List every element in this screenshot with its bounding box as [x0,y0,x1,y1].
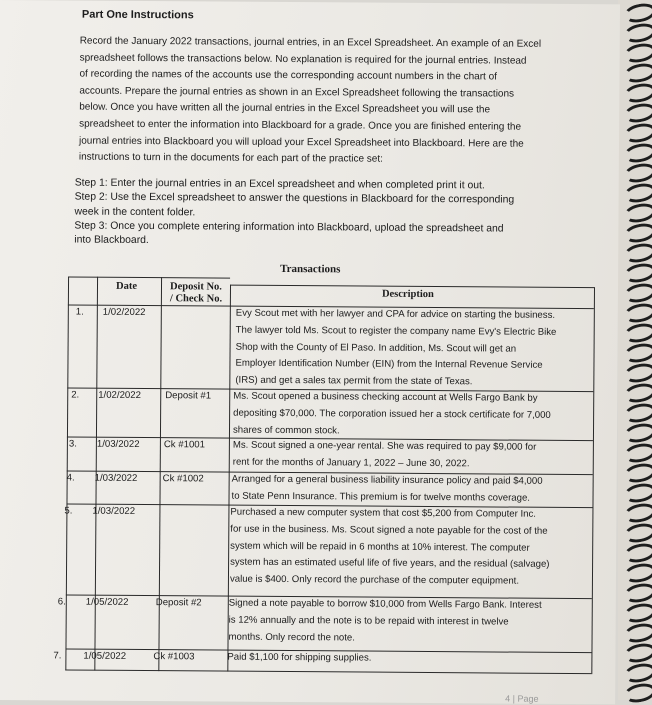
header-check: / Check No. [169,293,223,305]
binding-coil [622,661,652,685]
description-line: Paid $1,100 for shipping supplies. [227,651,372,664]
table-border [68,276,230,278]
steps-list [74,177,564,252]
page-footer: 4 | Page [505,693,539,704]
paragraph-line: instructions to turn in the documents for each part of the practice set: [78,151,383,165]
description-line: system which will be repaid in 6 months at 10% interest. The computer [230,540,530,554]
description-line: depositing $70,000. The corporation issued her a stock certificate for 7,000 [233,407,551,421]
step-line: into Blackboard. [74,234,149,247]
binding-coil [622,61,652,85]
row-reference: Deposit #1 [165,390,212,402]
paragraph-line: spreadsheet follows the transactions below. No explanation is required for the journal entries. Instead [79,52,527,67]
paragraph-line: spreadsheet to enter the information into Blackboard for a grade. Once you are finished entering the [79,118,522,133]
row-number: 5. [64,505,73,517]
binding-coil [622,681,652,705]
row-date: 1/03/2022 [94,472,138,484]
step-line: Step 2: Use the Excel spreadsheet to answer the questions in Blackboard for the corresponding [74,191,515,206]
row-description [228,596,541,649]
binding-coil [622,341,652,365]
binding-coil [622,601,652,625]
row-date: 1/02/2022 [98,389,141,401]
table-border [230,285,594,289]
row-number: 3. [68,438,77,450]
binding-coil [622,461,652,485]
description-line: is 12% annually and the note is to be repaid with interest in twelve [228,614,509,628]
paragraph-line: of recording the names of the accounts use the corresponding account numbers in the chart of [79,68,497,83]
binding-coil [622,41,652,65]
page-title: Part One Instructions [81,8,194,22]
description-line: shares of common stock. [232,424,340,436]
binding-coil [622,21,652,45]
row-date: 1/05/2022 [83,650,127,662]
binding-coil [622,261,652,285]
description-line: Employer Identification Number (EIN) from the Internal Revenue Service [235,358,543,372]
row-date: 1/02/2022 [102,306,146,319]
row-description [230,505,550,591]
spiral-binding [618,0,652,700]
binding-coil [622,241,652,265]
step-line: Step 1: Enter the journal entries in an Excel spreadsheet and when completed print it out. [74,177,485,192]
paragraph-line: below. Once you have written all the journal entries in the Excel Spreadsheet you will use the [79,101,491,116]
transactions-title: Transactions [280,262,341,276]
paragraph-line: accounts. Prepare the journal entries as shown in an Excel Spreadsheet following the transactions [79,85,515,100]
description-line: (IRS) and get a sales tax permit from the state of Texas. [235,374,473,388]
binding-coil [622,281,652,305]
header-description: Description [381,288,434,301]
table-border [591,287,595,674]
binding-coil [622,301,652,325]
description-line: value is $400. Only record the purchase of the computer equipment. [229,573,520,587]
description-line: to State Penn Insurance. This premium is for twelve months coverage. [231,490,531,504]
binding-coil [622,481,652,505]
binding-coil [622,521,652,545]
description-line: Signed a note payable to borrow $10,000 from Wells Fargo Bank. Interest [228,597,542,611]
binding-coil [622,381,652,405]
row-description [231,472,542,508]
row-number: 7. [53,650,62,662]
step-line: Step 3: Once you complete entering information into Blackboard, upload the spreadsheet and [74,220,504,235]
row-date: 1/05/2022 [85,596,129,608]
row-reference: Ck #1003 [153,651,195,663]
binding-coil [622,501,652,525]
binding-coil [622,101,652,125]
description-line: The lawyer told Ms. Scout to register the company name Evy's Electric Bike [235,324,557,338]
binding-coil [622,581,652,605]
binding-coil [622,541,652,565]
row-number: 6. [57,596,66,608]
header-date: Date [115,280,138,292]
binding-coil [622,161,652,185]
table-border [158,277,162,671]
binding-coil [622,441,652,465]
binding-coil [622,321,652,345]
row-description [235,306,556,392]
description-line: Shop with the County of El Paso. In addition, Ms. Scout will get an [235,341,517,355]
binding-coil [622,141,652,165]
binding-coil [622,81,652,105]
binding-coil [622,201,652,225]
row-number: 1. [75,306,84,318]
description-line: Ms. Scout opened a business checking account at Wells Fargo Bank by [233,390,538,404]
header-deposit: Deposit No. [169,281,222,293]
paragraph-line: journal entries into Blackboard you will upload your Excel Spreadsheet into Blackboard. Here are the [78,135,524,150]
row-number: 2. [71,389,80,401]
binding-coil [622,221,652,245]
description-line: for use in the business. Ms. Scout signed a note payable for the cost of the [230,523,548,537]
binding-coil [622,121,652,145]
description-line: Purchased a new computer system that cost $5,200 from Computer Inc. [230,506,537,520]
description-line: system has an estimated useful life of five years, and the residual (salvage) [230,557,550,571]
row-description [227,650,371,668]
binding-coil [622,421,652,445]
binding-coil [622,561,652,585]
binding-coil [622,181,652,205]
row-number: 4. [66,472,75,484]
row-description [233,438,537,474]
row-date: 1/03/2022 [96,438,140,450]
description-line: Arranged for a general business liability insurance policy and paid $4,000 [231,473,543,487]
binding-coil [622,1,652,25]
row-description [233,389,551,442]
description-line: rent for the months of January 1, 2022 – June 30, 2022. [232,456,470,470]
instructions-paragraph [79,34,565,170]
description-line: Ms. Scout signed a one-year rental. She was required to pay $9,000 for [232,439,537,453]
row-reference: Deposit #2 [155,597,202,609]
binding-coil [622,621,652,645]
description-line: months. Only record the note. [228,631,355,644]
binding-coil [622,641,652,665]
row-reference: Ck #1001 [163,439,206,451]
binding-coil [622,401,652,425]
table-border [65,669,591,674]
description-line: Evy Scout met with her lawyer and CPA for advice on starting the business. [235,307,556,321]
row-date: 1/03/2022 [92,505,136,517]
step-line: week in the content folder. [74,206,196,218]
row-reference: Ck #1002 [162,473,204,485]
paragraph-line: Record the January 2022 transactions, journal entries, in an Excel Spreadsheet. An example of an Excel [79,35,542,50]
binding-coil [622,361,652,385]
